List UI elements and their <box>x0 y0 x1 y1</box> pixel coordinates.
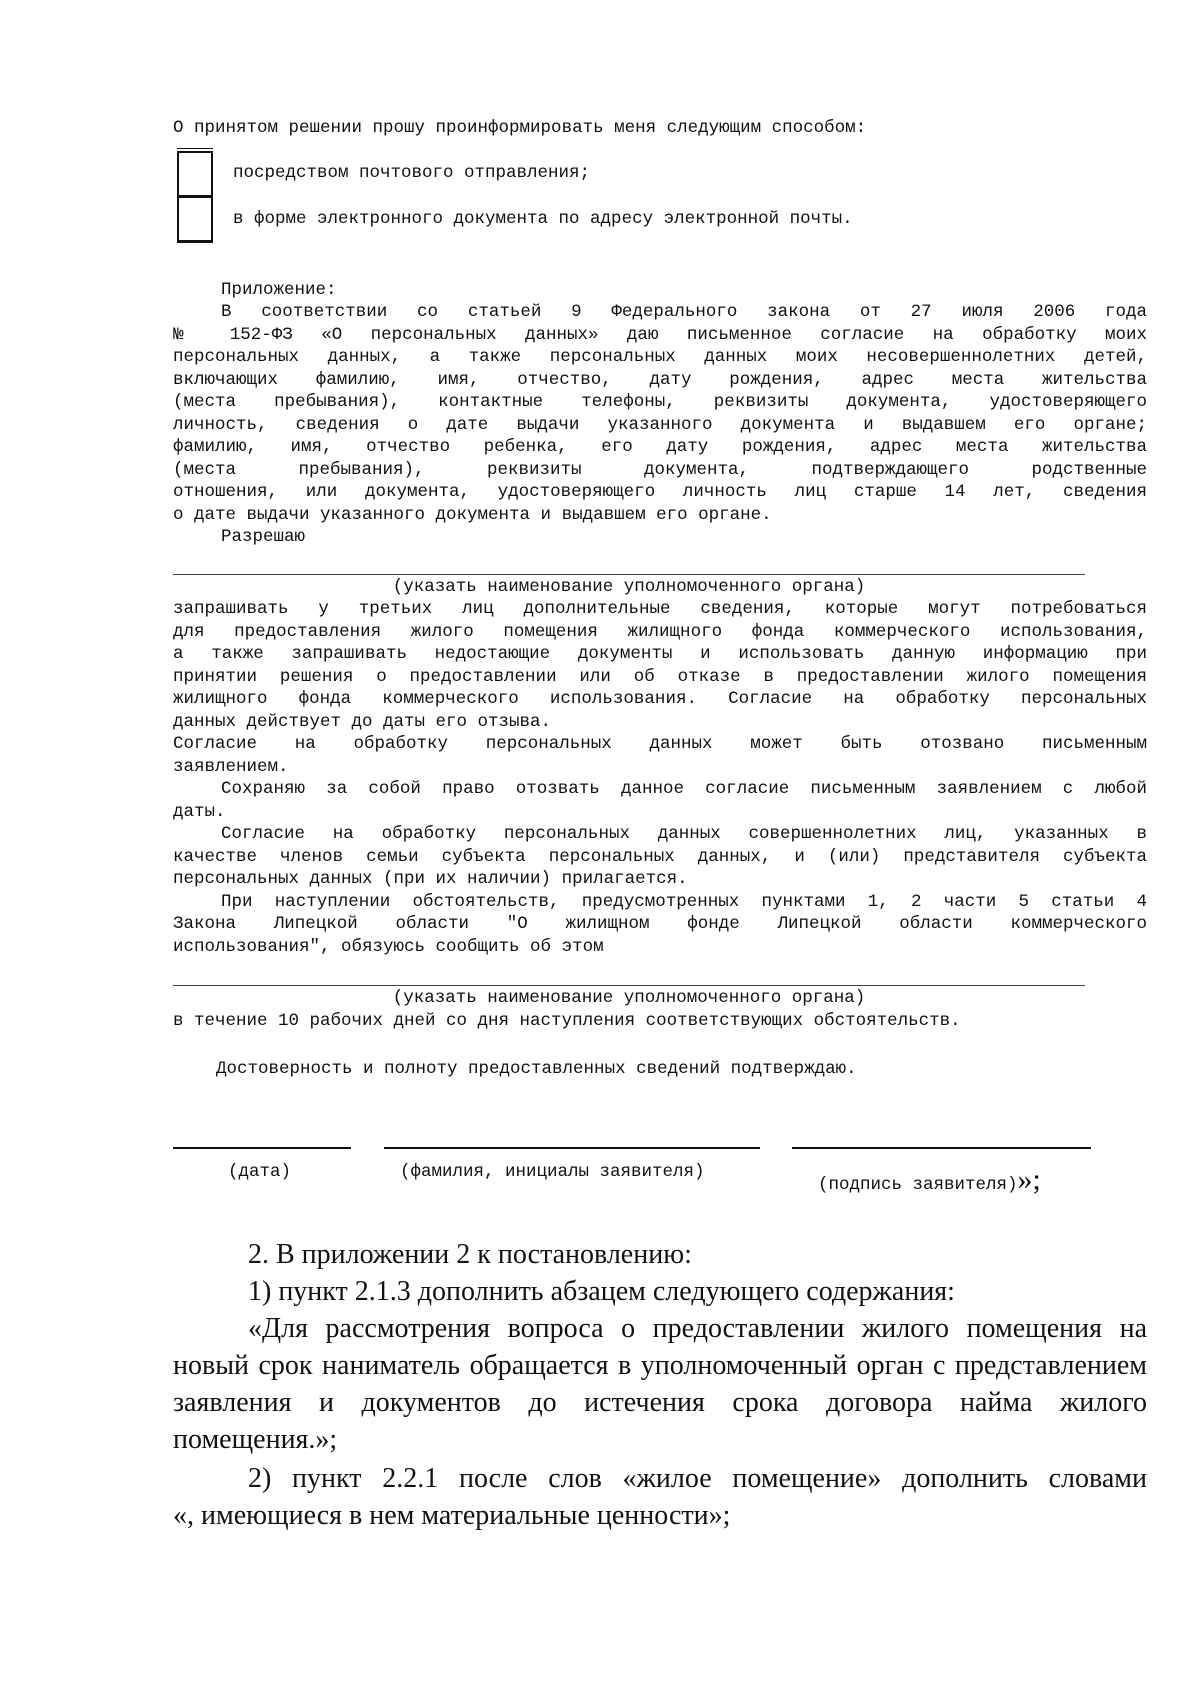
events-line: Закона Липецкой области "О жилищном фонде Липецкой области коммерческого <box>173 914 1147 934</box>
consent-line: В соответствии со статьей 9 Федерального закона от 27 июля 2006 года <box>221 302 1147 322</box>
signature-line[interactable] <box>792 1147 1091 1149</box>
family-line: качестве членов семьи субъекта персональных данных, и (или) представителя субъекта <box>173 846 1147 867</box>
consent-line: (места пребывания), контактные телефоны, реквизиты документа, удостоверяющего <box>173 392 1147 412</box>
checkbox-postal[interactable] <box>177 151 213 197</box>
authority-fill-line-1[interactable] <box>173 574 1085 575</box>
authority-caption-2: (указать наименование уполномоченного органа) <box>392 988 866 1008</box>
date-caption: (дата) <box>228 1162 292 1182</box>
item-2-heading: 2. В приложении 2 к постановлению: <box>248 1239 692 1270</box>
authority-fill-line-2[interactable] <box>173 985 1085 986</box>
subitem-2-line-last: «, имеющиеся в нем материальные ценности»; <box>173 1500 731 1531</box>
signature-caption: (подпись заявителя) <box>818 1175 1018 1195</box>
consent-line: № 152-ФЗ «О персональных данных» даю письменное согласие на обработку моих <box>173 324 1147 345</box>
checkbox-top-tick <box>177 148 213 149</box>
consent-paragraph <box>173 301 1147 549</box>
quote-line: «Для рассмотрения вопроса о предоставлении жилого помещения на <box>248 1313 1147 1344</box>
subitem-2-paragraph <box>173 1460 1147 1534</box>
consent-line: отношения, или документа, удостоверяющего личность лиц старше 14 лет, сведения <box>173 482 1147 502</box>
authority-caption-1: (указать наименование уполномоченного органа) <box>392 577 866 597</box>
consent-line: личность, сведения о дате выдачи указанного документа и выдавшем его органе; <box>173 414 1147 435</box>
revoke-line-last: заявлением. <box>173 756 289 777</box>
signature-caption-row <box>818 1163 1041 1197</box>
consent-line: включающих фамилию, имя, отчество, дату рождения, адрес места жительства <box>173 369 1147 390</box>
request-line: принятии решения о предоставлении или об отказе в предоставлении жилого помещения <box>173 666 1147 687</box>
closing-quote: »; <box>1017 1163 1041 1196</box>
request-line: запрашивать у третьих лиц дополнительные сведения, которые могут потребоваться <box>173 599 1147 619</box>
option-email-label: в форме электронного документа по адресу электронной почты. <box>233 209 853 229</box>
request-paragraph <box>173 598 1147 958</box>
events-line-last: использования", обязуюсь сообщить об этом <box>173 936 604 957</box>
subitem-2-line: 2) пункт 2.2.1 после слов «жилое помещение» дополнить словами <box>248 1463 1147 1494</box>
quote-paragraph <box>173 1310 1147 1458</box>
request-line-last: данных действует до даты его отзыва. <box>173 711 552 732</box>
checkbox-email[interactable] <box>177 196 213 242</box>
consent-line: фамилию, имя, отчество ребенка, его дату рождения, адрес места жительства <box>173 437 1147 457</box>
request-line: жилищного фонда коммерческого использования. Согласие на обработку персональных <box>173 689 1147 709</box>
reserve-line: Сохраняю за собой право отозвать данное согласие письменным заявлением с любой <box>221 779 1147 799</box>
consent-line: персональных данных, а также персональных данных моих несовершеннолетних детей, <box>173 347 1147 367</box>
name-caption: (фамилия, инициалы заявителя) <box>400 1162 705 1182</box>
events-line: При наступлении обстоятельств, предусмотренных пунктами 1, 2 части 5 статьи 4 <box>221 891 1147 912</box>
subitem-1-heading: 1) пункт 2.1.3 дополнить абзацем следующего содержания: <box>248 1276 955 1307</box>
quote-line-last: помещения.»; <box>173 1424 338 1455</box>
reserve-line-last: даты. <box>173 801 226 822</box>
checkbox-bottom-tick <box>177 242 213 243</box>
name-line[interactable] <box>384 1147 760 1149</box>
attachment-title: Приложение: <box>221 280 337 300</box>
request-line: для предоставления жилого помещения жилищного фонда коммерческого использования, <box>173 621 1147 642</box>
option-postal-label: посредством почтового отправления; <box>233 163 591 183</box>
quote-line: новый срок наниматель обращается в уполномоченный орган с представлением <box>173 1350 1147 1381</box>
revoke-line: Согласие на обработку персональных данных может быть отозвано письменным <box>173 734 1147 754</box>
quote-line: заявления и документов до истечения срока договора найма жилого <box>173 1387 1147 1418</box>
inform-intro: О принятом решении прошу проинформировать меня следующим способом: <box>173 118 867 138</box>
request-line: а также запрашивать недостающие документы и использовать данную информацию при <box>173 644 1147 664</box>
consent-line-last: о дате выдачи указанного документа и выдавшем его органе. <box>173 504 772 525</box>
confirm-text: Достоверность и полноту предоставленных сведений подтверждаю. <box>216 1059 857 1079</box>
date-line[interactable] <box>173 1147 351 1149</box>
deadline-text: в течение 10 рабочих дней со дня наступления соответствующих обстоятельств. <box>173 1011 961 1031</box>
consent-line: (места пребывания), реквизиты документа, подтверждающего родственные <box>173 459 1147 480</box>
family-line-last: персональных данных (при их наличии) прилагается. <box>173 869 688 889</box>
family-line: Согласие на обработку персональных данных совершеннолетних лиц, указанных в <box>221 824 1147 844</box>
allow-label: Разрешаю <box>221 527 306 547</box>
